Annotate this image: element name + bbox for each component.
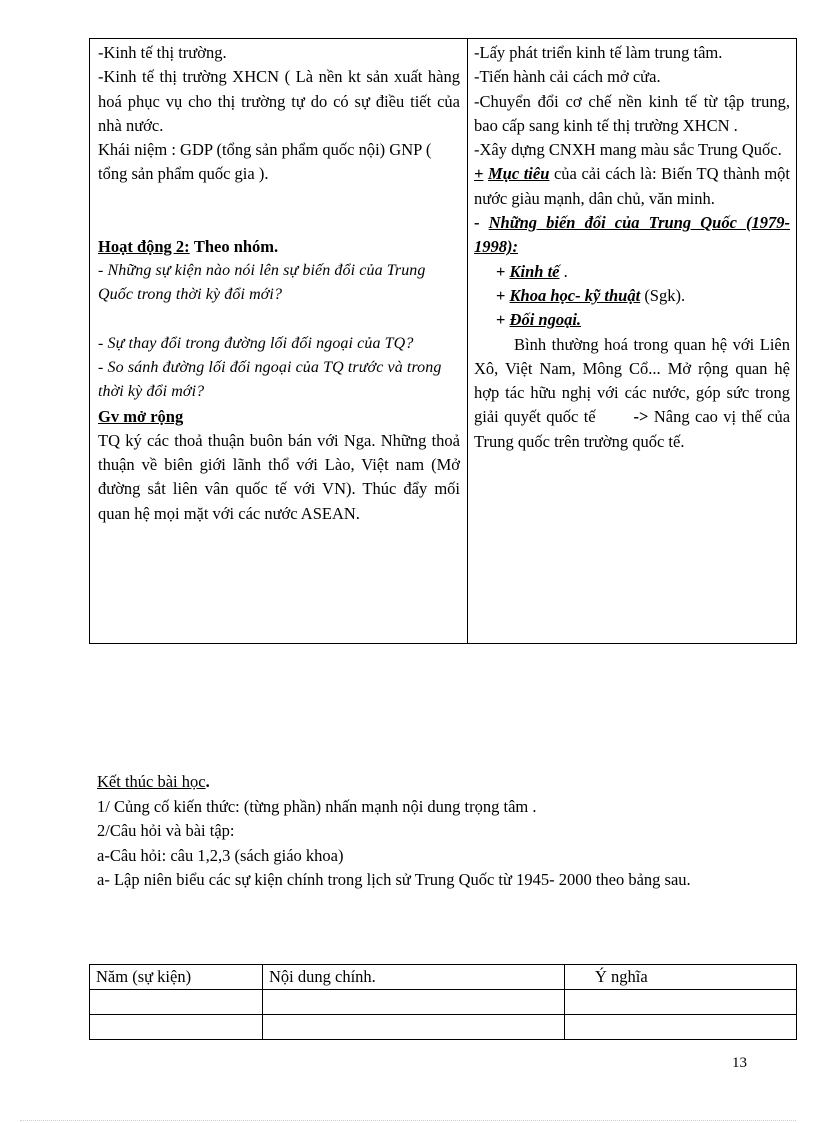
science-label: Khoa học- kỹ thuật xyxy=(509,285,641,305)
foreign-prefix: + xyxy=(496,310,506,330)
changes-label: Những biến đổi của Trung Quốc (1979-1998): xyxy=(474,213,791,257)
socialism-line: -Xây dựng CNXH mang màu sắc Trung Quốc. xyxy=(474,140,782,160)
economy-prefix: + xyxy=(496,261,506,281)
changes-prefix: - xyxy=(474,213,480,233)
header-main-content: Nội dung chính. xyxy=(263,965,565,990)
table-row xyxy=(90,990,797,1015)
question-1: - Những sự kiện nào nói lên sự biến đổi của Trung Quốc trong thời kỳ đổi mới? xyxy=(98,262,426,304)
foreign-label: Đối ngoại. xyxy=(509,310,582,330)
changes-heading xyxy=(474,211,790,260)
foreign-item xyxy=(474,308,790,332)
table-cell xyxy=(263,1015,565,1040)
spacer xyxy=(98,187,460,211)
question-3: - So sánh đường lối đối ngoại của TQ trước và trong thời kỳ đổi mới? xyxy=(98,358,442,401)
header-year-event: Năm (sự kiện) xyxy=(90,965,263,990)
foreign-text: Bình thường hoá trong quan hệ với Liên Xô, Việt Nam, Mông Cổ... Mở rộng quan hệ hợp tác hữu nghị với các nước, góp sức trong giải quyết quốc tế xyxy=(474,334,790,427)
activity-mode: Theo nhóm. xyxy=(193,236,279,256)
table-cell xyxy=(565,1015,797,1040)
arrow-symbol: -> xyxy=(633,407,649,427)
table-cell xyxy=(565,990,797,1015)
science-suffix: (Sgk). xyxy=(644,285,686,305)
market-economy-line: -Kinh tế thị trường. xyxy=(98,43,227,62)
table-header-row xyxy=(90,965,797,990)
goal-prefix: + xyxy=(474,164,484,184)
goal-text: của cải cách là: Biến TQ thành một nước giàu mạnh, dân chủ, văn minh. xyxy=(474,164,791,208)
teacher-extension-heading: Gv mở rộng xyxy=(98,406,184,426)
reform-line: -Tiến hành cải cách mở cửa. xyxy=(474,67,661,87)
questions-line: a-Câu hỏi: câu 1,2,3 (sách giáo khoa) xyxy=(97,845,344,865)
content-column xyxy=(474,41,790,454)
teacher-extension-text: TQ ký các thoả thuận buôn bán với Nga. Những thoả thuận về biên giới lãnh thổ với Lào, Việt nam (Mở đường sắt liên vân quốc tế với VN). Thúc đẩy mối quan hệ mọi mặt với các nước ASEAN. xyxy=(98,430,460,523)
conclusion-heading-text: Kết thúc bài học xyxy=(97,772,206,791)
science-prefix: + xyxy=(496,285,506,305)
lesson-table xyxy=(89,38,797,644)
economy-item xyxy=(474,260,790,284)
header-meaning: Ý nghĩa xyxy=(565,965,797,990)
lesson-conclusion xyxy=(97,770,777,893)
reform-goal xyxy=(474,162,790,211)
socialist-market-economy-text: -Kinh tế thị trường XHCN ( Là nền kt sản xuất hàng hoá phục vụ cho thị trường tự do có sự điều tiết của nhà nước. xyxy=(98,67,460,135)
page-number: 13 xyxy=(732,1055,747,1071)
economy-suffix: . xyxy=(563,261,568,281)
timeline-table xyxy=(89,964,797,1040)
table-row xyxy=(90,1015,797,1040)
foreign-tail: Nâng cao vị thế của Trung quốc trên trường quốc tế. xyxy=(474,407,791,451)
column-divider xyxy=(467,39,468,643)
activity-label: Hoạt động 2: xyxy=(98,236,190,256)
conclusion-heading xyxy=(97,770,777,795)
table-cell xyxy=(90,990,263,1015)
conclusion-heading-dot: . xyxy=(205,772,210,791)
question-2: - Sự thay đổi trong đường lối đối ngoại của TQ? xyxy=(98,334,414,352)
economy-label: Kinh tế xyxy=(509,261,560,281)
table-cell xyxy=(263,990,565,1015)
page-bottom-border xyxy=(20,1120,796,1121)
goal-label: Mục tiêu xyxy=(487,164,550,184)
timeline-task: a- Lập niên biểu các sự kiện chính trong lịch sử Trung Quốc từ 1945- 2000 theo bảng sau. xyxy=(97,870,691,889)
questions-exercises-line: 2/Câu hỏi và bài tập: xyxy=(97,821,235,840)
gdp-gnp-definition: Khái niệm : GDP (tổng sản phẩm quốc nội) GNP ( tổng sản phẩm quốc gia ). xyxy=(98,140,432,184)
activity-2-heading xyxy=(98,235,460,259)
spacer xyxy=(98,211,460,235)
table-cell xyxy=(90,1015,263,1040)
mechanism-change-text: -Chuyển đổi cơ chế nền kinh tế từ tập trung, bao cấp sang kinh tế thị trường XHCN . xyxy=(474,91,790,135)
consolidation-line: 1/ Củng cố kiến thức: (từng phần) nhấn mạnh nội dung trọng tâm . xyxy=(97,796,537,816)
teacher-activity-column xyxy=(98,41,460,526)
spacer xyxy=(98,308,460,332)
foreign-policy-text xyxy=(474,333,790,454)
economy-center-line: -Lấy phát triển kinh tế làm trung tâm. xyxy=(474,43,723,62)
science-item xyxy=(474,284,790,308)
